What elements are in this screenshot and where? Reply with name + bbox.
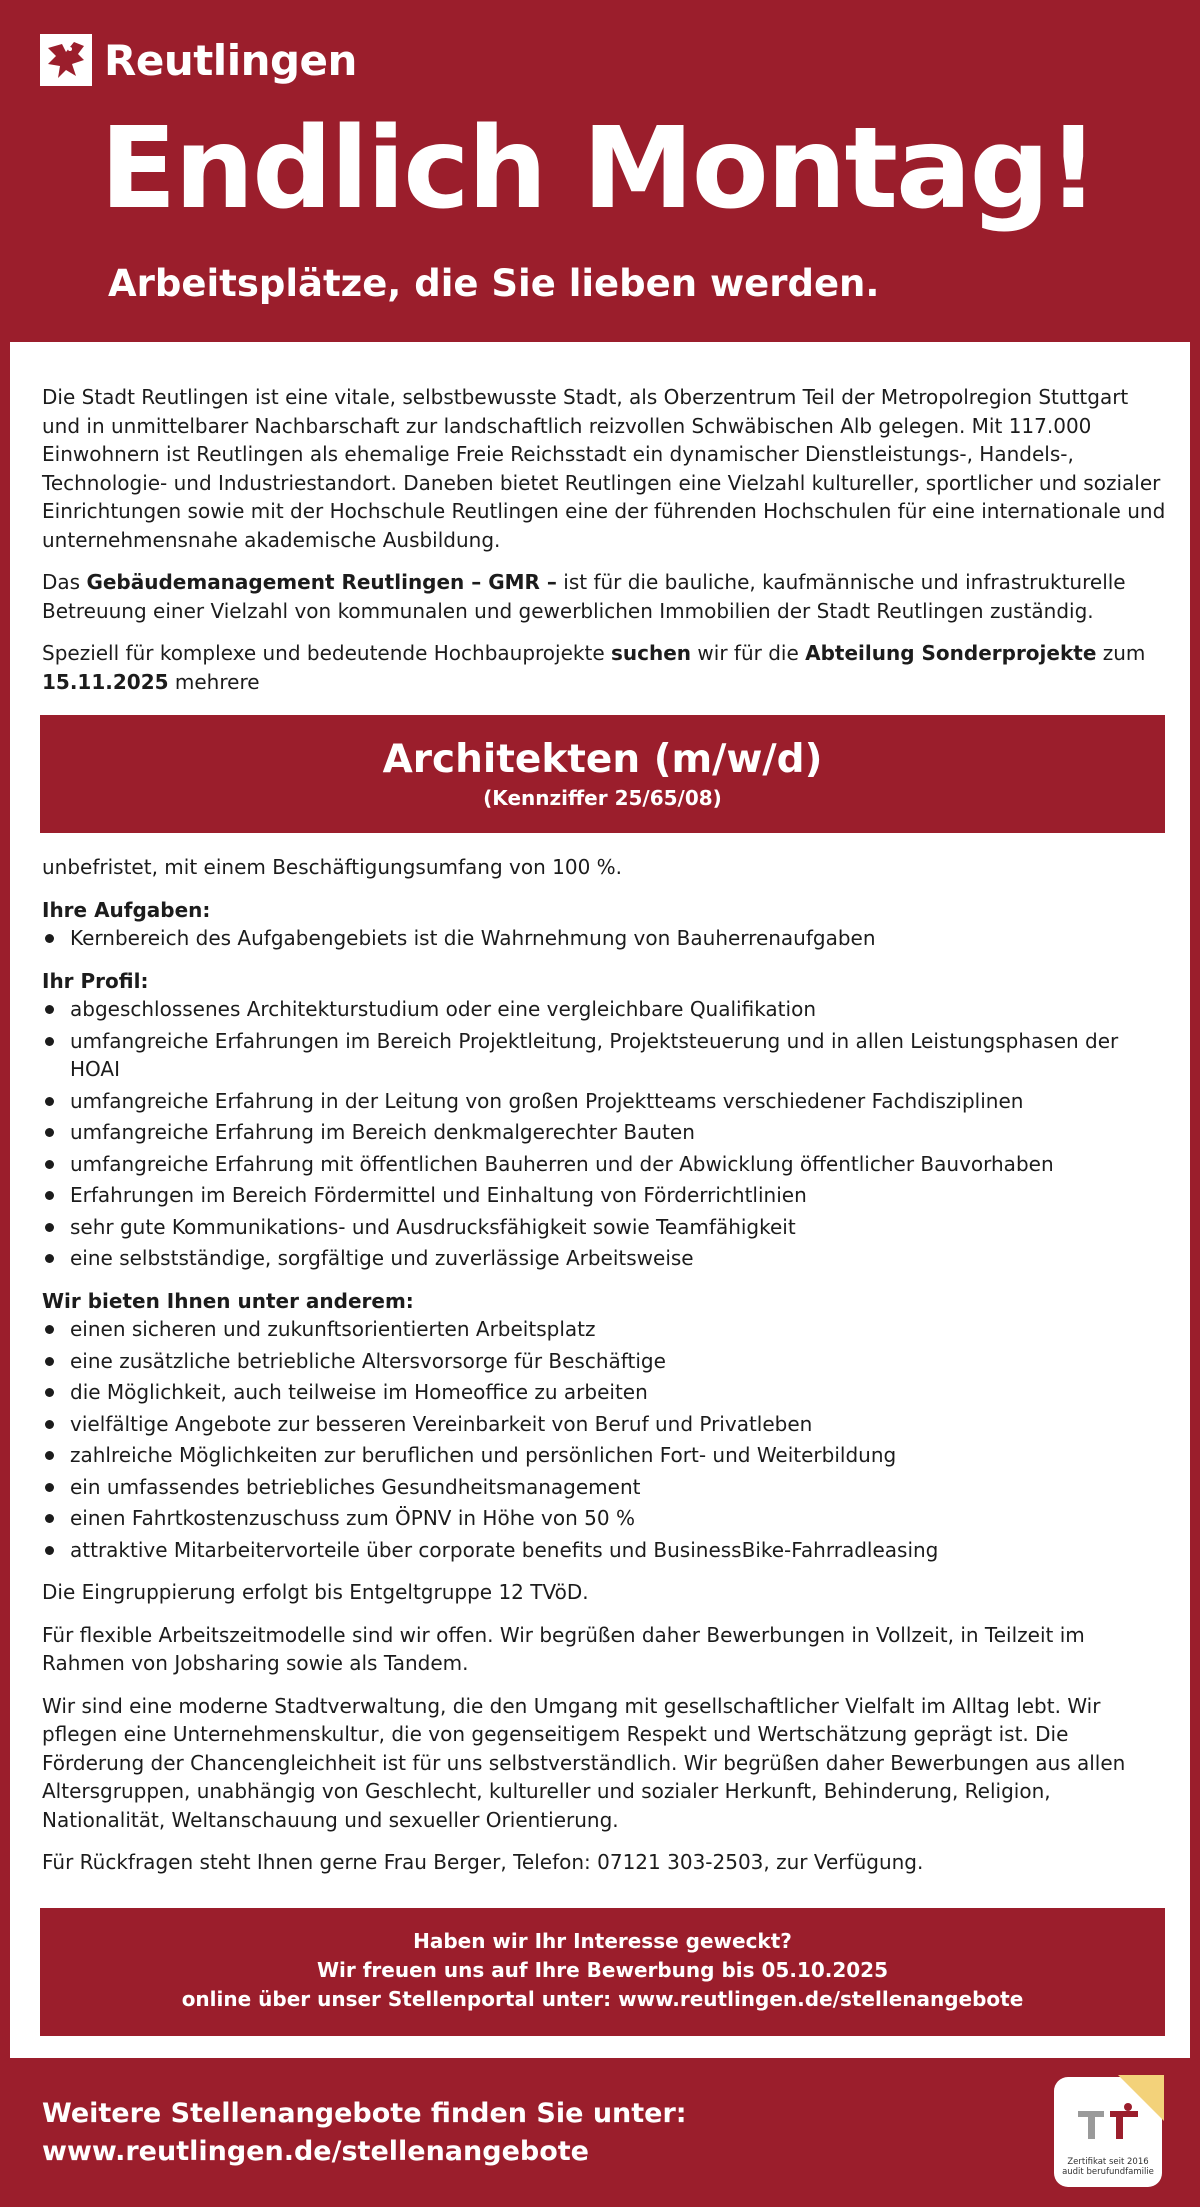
bullet-icon (45, 1191, 54, 1200)
text-bold: suchen (611, 641, 692, 665)
badge-caption-line: audit berufundfamilie (1062, 2167, 1154, 2177)
list-item (42, 1536, 1167, 1565)
badge-caption-line: Zertifikat seit 2016 (1067, 2157, 1149, 2167)
list-item-text: Erfahrungen im Bereich Fördermittel und Einhaltung von Förderrichtlinien (70, 1183, 807, 1207)
list-item-text: einen sicheren und zukunftsorientierten Arbeitsplatz (70, 1317, 596, 1341)
job-title-band (40, 715, 1165, 833)
offer-list (42, 1315, 1167, 1564)
list-item-text: Kernbereich des Aufgabengebiets ist die Wahrnehmung von Bauherrenaufgaben (70, 926, 876, 950)
list-item-text: einen Fahrtkostenzuschuss zum ÖPNV in Höhe von 50 % (70, 1506, 635, 1530)
cta-portal-link[interactable]: online über unser Stellenportal unter: www.reutlingen.de/stellenangebote (181, 1987, 1024, 2011)
family-audit-icon (1054, 2085, 1162, 2155)
bullet-icon (45, 1483, 54, 1492)
list-item-text: ein umfassendes betriebliches Gesundheitsmanagement (70, 1474, 641, 1499)
list-item (42, 1181, 1167, 1210)
gmr-paragraph (42, 568, 1167, 625)
list-item (42, 1118, 1167, 1147)
list-item-text: zahlreiche Möglichkeiten zur beruflichen und persönlichen Fort- und Weiterbildung (70, 1443, 897, 1467)
bullet-icon (45, 1128, 54, 1137)
diversity-text: Wir sind eine moderne Stadtverwaltung, die den Umgang mit gesellschaftlicher Vielfalt im Alltag lebt. Wir pflegen eine Unternehmenskultur, die von gegenseitigem Respekt und Wertschätzung geprägt ist. Die Förderung der Chancengleichheit ist für uns selbstverständlich. Wir begrüßen daher Bewerbungen aus allen Altersgruppen, unabhängig von Geschlecht, kultureller und sozialer Herkunft, Behinderung, Religion, Nationalität, Weltanschauung und sexueller Orientierung. (42, 1693, 1126, 1832)
list-item-text: umfangreiche Erfahrung mit öffentlichen Bauherren und der Abwicklung öffentlicher Bauvorhaben (70, 1151, 1054, 1176)
footer (42, 2095, 687, 2171)
department-name: Abteilung Sonderprojekte (805, 641, 1097, 665)
list-item-text: umfangreiche Erfahrung in der Leitung von großen Projektteams verschiedener Fachdisziplinen (70, 1088, 1024, 1113)
cta-line: Haben wir Ihr Interesse geweckt? (413, 1929, 792, 1953)
footer-link[interactable]: www.reutlingen.de/stellenangebote (42, 2136, 589, 2167)
bullet-icon (45, 1097, 54, 1106)
list-item (42, 1315, 1167, 1344)
bullet-icon (45, 1223, 54, 1232)
tasks-heading: Ihre Aufgaben: (42, 897, 211, 922)
job-title: Architekten (m/w/d) (382, 737, 823, 782)
badge-caption (1054, 2157, 1162, 2177)
subline: Arbeitsplätze, die Sie lieben werden. (108, 262, 880, 305)
list-item (42, 924, 1167, 953)
tasks-list (42, 924, 1167, 953)
bullet-icon (45, 1005, 54, 1014)
bullet-icon (45, 1037, 54, 1046)
gmr-name: Gebäudemanagement Reutlingen – GMR – (86, 570, 557, 594)
text: Speziell für komplexe und bedeutende Hochbauprojekte (42, 641, 611, 665)
list-item (42, 1410, 1167, 1439)
list-item (42, 1441, 1167, 1470)
list-item (42, 1244, 1167, 1273)
application-cta (40, 1908, 1165, 2036)
bullet-icon (45, 1388, 54, 1397)
list-item (42, 1027, 1167, 1084)
text: mehrere (168, 669, 260, 694)
intro-paragraph: Die Stadt Reutlingen ist eine vitale, selbstbewusste Stadt, als Oberzentrum Teil der Metropolregion Stuttgart und in unmittelbarer Nachbarschaft zur landschaftlich reizvollen Schwäbischen Alb gelegen. Mit 117.000 Einwohnern ist Reutlingen als ehemalige Freie Reichsstadt ein dynamischer Dienstleistungs-, Handels-, Technologie- und Industriestandort. Daneben bietet Reutlingen eine Vielzahl kultureller, sportlicher und sozialer Einrichtungen sowie mit der Hochschule Reutlingen eine der führenden Hochschulen für eine internationale und unternehmensnahe akademische Ausbildung. (42, 385, 1166, 552)
search-paragraph (42, 639, 1167, 696)
bullet-icon (45, 1254, 54, 1263)
certificate-badge (1054, 2077, 1162, 2187)
flex-work-text: Für flexible Arbeitszeitmodelle sind wir offen. Wir begrüßen daher Bewerbungen in Vollzeit, in Teilzeit im Rahmen von Jobsharing sowie als Tandem. (42, 1622, 1085, 1675)
bullet-icon (45, 934, 54, 943)
bullet-icon (45, 1546, 54, 1555)
list-item (42, 1378, 1167, 1407)
list-item-text: abgeschlossenes Architekturstudium oder eine vergleichbare Qualifikation (70, 997, 816, 1021)
list-item-text: sehr gute Kommunikations- und Ausdrucksfähigkeit sowie Teamfähigkeit (70, 1214, 796, 1239)
city-name: Reutlingen (104, 35, 357, 85)
list-item-text: attraktive Mitarbeitervorteile über corporate benefits und BusinessBike-Fahrradleasing (70, 1537, 939, 1562)
text: wir für die (691, 641, 806, 665)
job-reference: (Kennziffer 25/65/08) (483, 786, 722, 810)
eagle-icon (40, 34, 92, 86)
list-item (42, 995, 1167, 1024)
bullet-icon (45, 1420, 54, 1429)
list-item-text: umfangreiche Erfahrungen im Bereich Projektleitung, Projektsteuerung und in allen Leistungsphasen der HOAI (70, 1028, 1119, 1081)
text: zum (1096, 641, 1146, 665)
list-item-text: umfangreiche Erfahrung im Bereich denkmalgerechter Bauten (70, 1120, 695, 1144)
city-logo (40, 34, 357, 86)
intro-section (42, 383, 1167, 710)
list-item-text: die Möglichkeit, auch teilweise im Homeoffice zu arbeiten (70, 1380, 648, 1404)
bullet-icon (45, 1160, 54, 1169)
list-item (42, 1087, 1167, 1116)
footer-text: Weitere Stellenangebote finden Sie unter: (42, 2098, 687, 2129)
job-details (42, 853, 1167, 1891)
list-item (42, 1504, 1167, 1533)
contact-text: Für Rückfragen steht Ihnen gerne Frau Berger, Telefon: 07121 303-2503, zur Verfügung. (42, 1850, 924, 1874)
bullet-icon (45, 1325, 54, 1334)
list-item (42, 1347, 1167, 1376)
cta-deadline: Wir freuen uns auf Ihre Bewerbung bis 05.10.2025 (316, 1958, 889, 1982)
profile-heading: Ihr Profil: (42, 968, 149, 993)
text: ist für die bauliche, kaufmännische und infrastrukturelle Betreuung einer Vielzahl von kommunalen und gewerblichen Immobilien der Stadt Reutlingen zuständig. (42, 570, 1126, 623)
pay-grade-text: Die Eingruppierung erfolgt bis Entgeltgruppe 12 TVöD. (42, 1580, 589, 1604)
list-item (42, 1213, 1167, 1242)
offer-heading: Wir bieten Ihnen unter anderem: (42, 1288, 414, 1313)
profile-list (42, 995, 1167, 1273)
employment-text: unbefristet, mit einem Beschäftigungsumfang von 100 %. (42, 855, 623, 879)
list-item-text: eine zusätzliche betriebliche Altersvorsorge für Beschäftige (70, 1348, 666, 1373)
bullet-icon (45, 1514, 54, 1523)
headline: Endlich Montag! (100, 104, 1097, 234)
bullet-icon (45, 1357, 54, 1366)
list-item-text: eine selbstständige, sorgfältige und zuverlässige Arbeitsweise (70, 1246, 694, 1270)
list-item (42, 1150, 1167, 1179)
start-date: 15.11.2025 (42, 669, 169, 694)
list-item (42, 1473, 1167, 1502)
bullet-icon (45, 1451, 54, 1460)
list-item-text: vielfältige Angebote zur besseren Vereinbarkeit von Beruf und Privatleben (70, 1411, 813, 1436)
text: Das (42, 570, 87, 594)
